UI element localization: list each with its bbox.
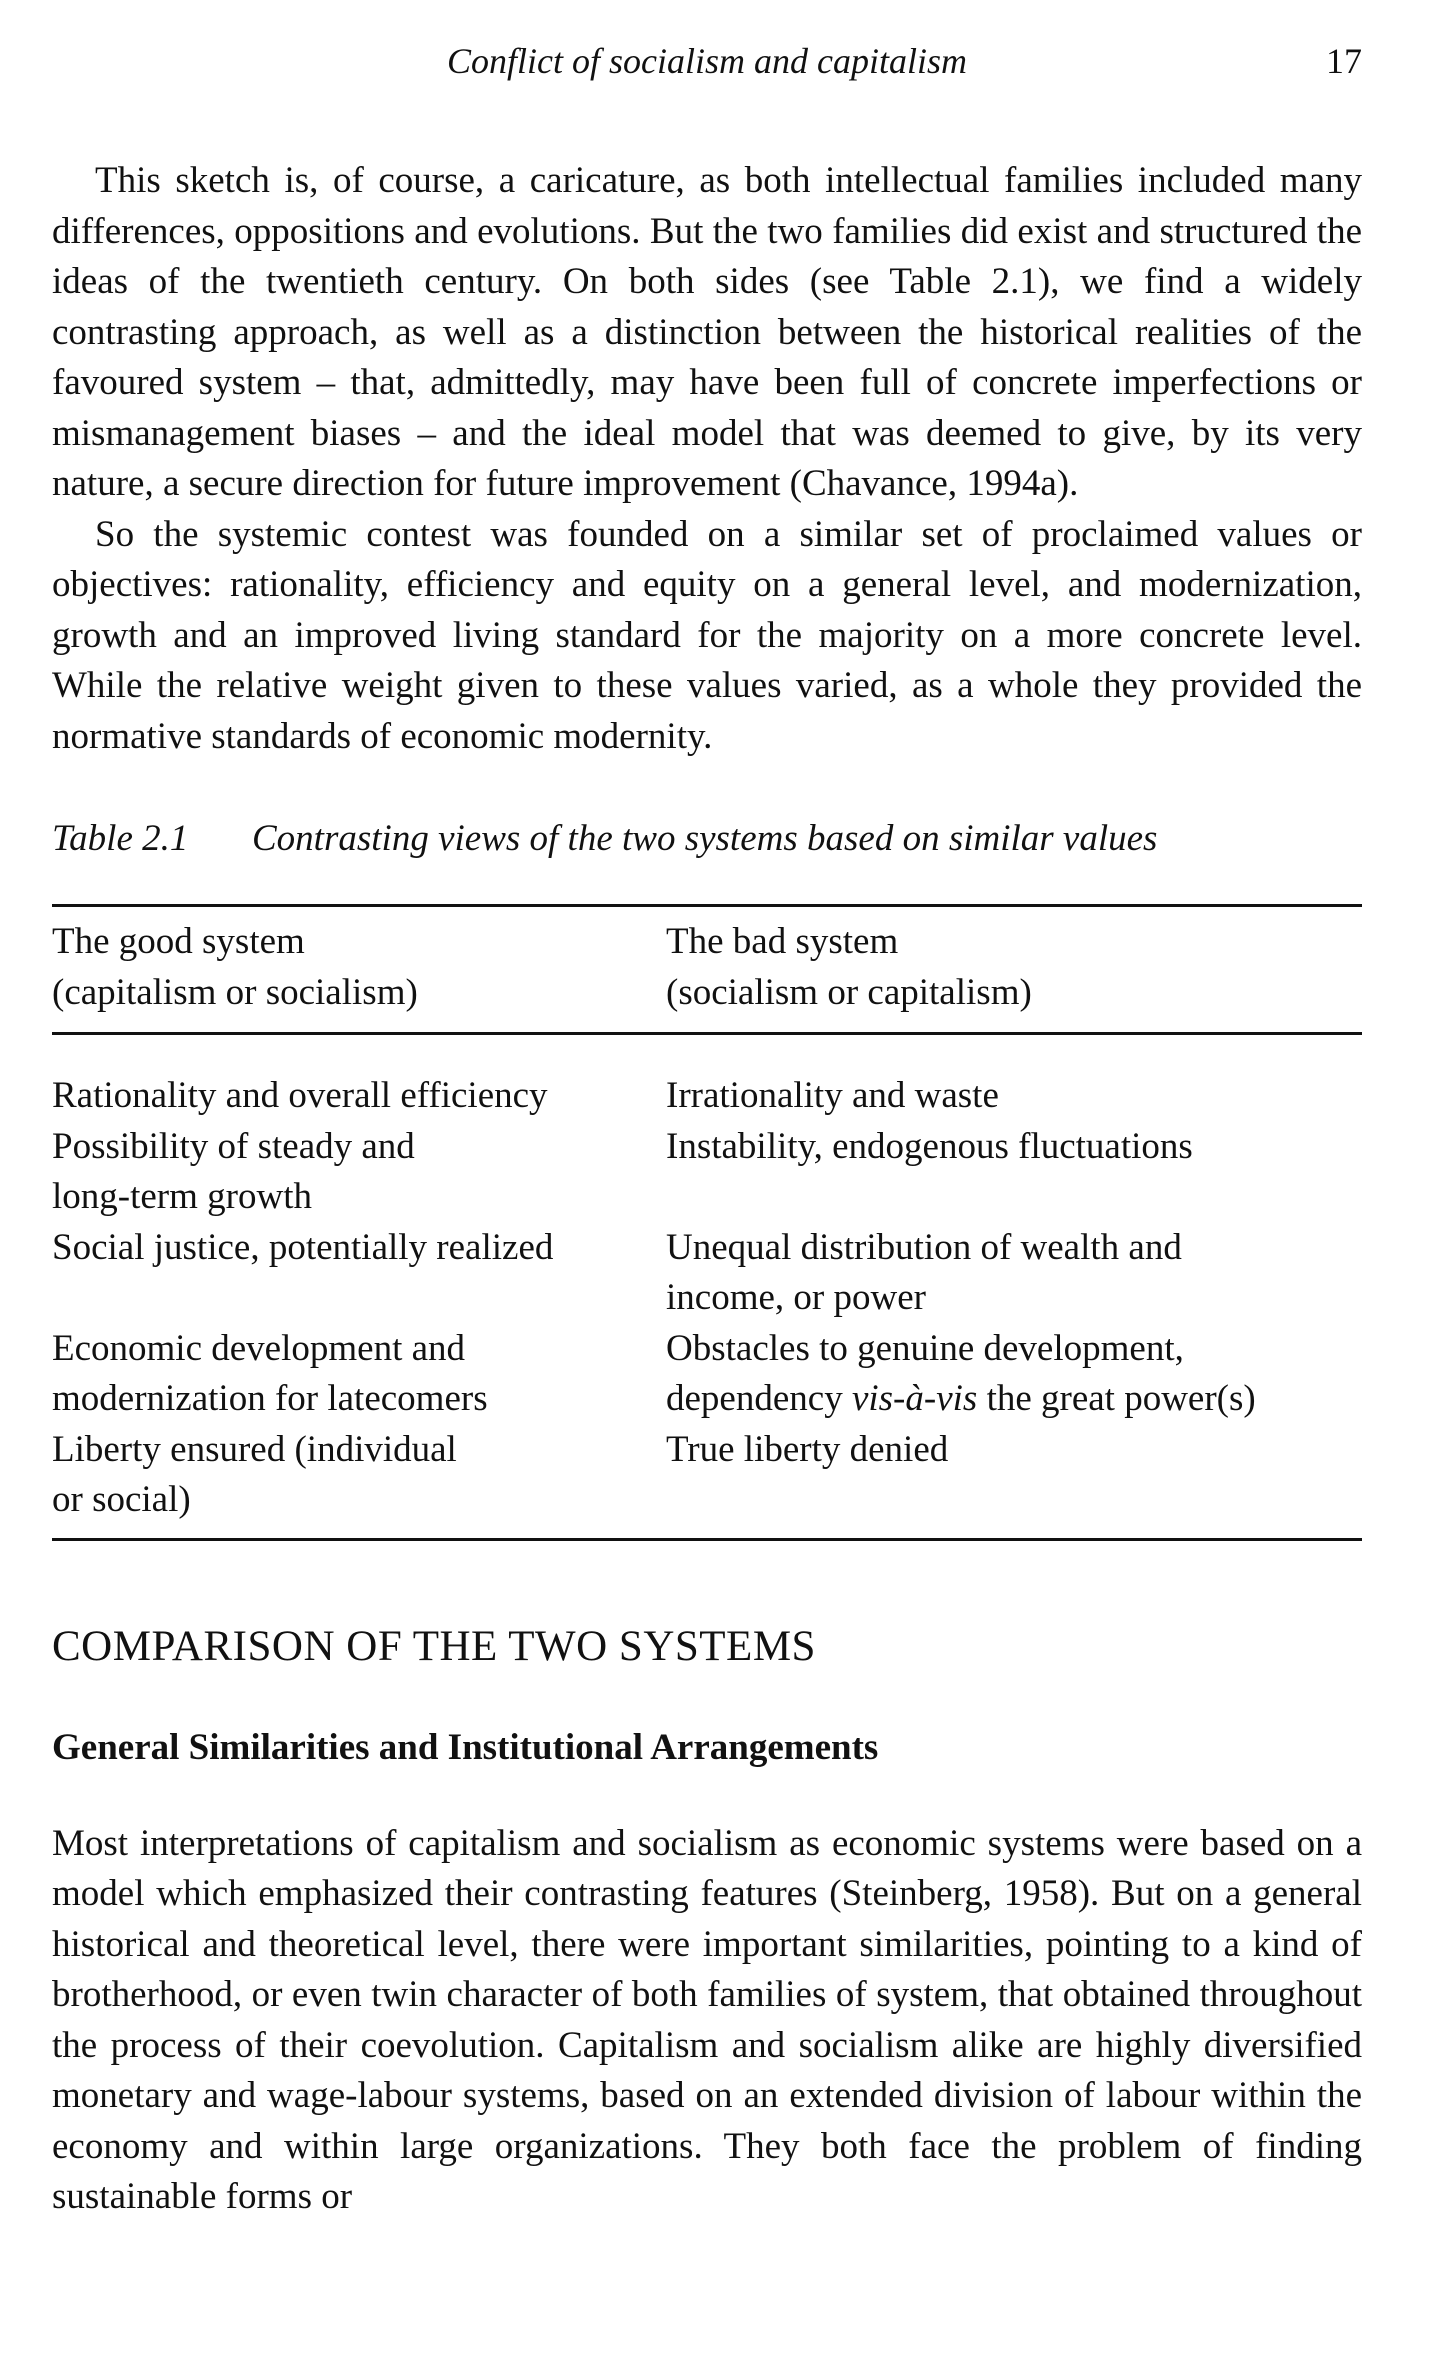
cell-line <box>666 1374 1362 1425</box>
table-row <box>52 1324 1362 1425</box>
cell-line: Possibility of steady and <box>52 1125 415 1167</box>
cell-bad <box>666 1122 1362 1223</box>
cell-line: or social) <box>52 1479 191 1520</box>
page-number: 17 <box>1326 41 1362 81</box>
cell-line: modernization for latecomers <box>52 1378 488 1419</box>
header-bad-system <box>666 906 1362 1034</box>
header-line: The good system <box>52 921 305 962</box>
cell-italic-text: vis-à-vis <box>851 1378 978 1419</box>
header-line: The bad system <box>666 921 899 962</box>
running-title: Conflict of socialism and capitalism <box>447 41 967 81</box>
body-paragraph: Most interpretations of capitalism and socialism as economic systems were based on a model which emphasized their contrasting features (Steinberg, 1958). But on a general historical and theoretical level, there were important similarities, pointing to a kind of brotherhood, or even twin character of both families of system, that obtained throughout the process of their coevolution. Capitalism and socialism alike are highly diversified monetary and wage-labour systems, based on an extended division of labour within the economy and within large organizations. They both face the problem of finding sustainable forms or <box>52 1822 1362 2217</box>
table-label: Table 2.1 <box>52 818 189 859</box>
comparison-table <box>52 904 1362 1541</box>
cell-bad <box>666 1324 1362 1425</box>
cell-bad <box>666 1223 1362 1324</box>
body-paragraph: This sketch is, of course, a caricature, as both intellectual families included many differences, oppositions and evolutions. But the two families did exist and structured the ideas of the twentieth century. On both sides (see Table 2.1), we find a widely contrasting approach, as well as a distinction between the historical realities of the favoured system – that, admittedly, may have been full of concrete imperfections or mismanagement biases – and the ideal model that was deemed to give, by its very nature, a secure direction for future improvement (Chavance, 1994a). <box>52 160 1362 504</box>
header-good-system <box>52 906 666 1034</box>
cell-good <box>52 1122 666 1223</box>
table-caption-text: Contrasting views of the two systems based on similar values <box>252 818 1158 859</box>
cell-line: Unequal distribution of wealth and <box>666 1226 1182 1268</box>
table-header-row <box>52 906 1362 1034</box>
cell-bad <box>666 1425 1362 1540</box>
cell-line: Irrationality and waste <box>666 1075 999 1116</box>
cell-good <box>52 1324 666 1425</box>
running-head <box>52 30 1362 94</box>
cell-line: Economic development and <box>52 1327 466 1369</box>
cell-line: True liberty denied <box>666 1428 949 1470</box>
section-heading: COMPARISON OF THE TWO SYSTEMS <box>52 1622 816 1670</box>
cell-text: the great power(s) <box>977 1378 1256 1419</box>
cell-good <box>52 1034 666 1122</box>
table-row <box>52 1425 1362 1540</box>
cell-line: Liberty ensured (individual <box>52 1428 457 1470</box>
cell-good <box>52 1223 666 1324</box>
subsection-heading: General Similarities and Institutional Arrangements <box>52 1726 879 1768</box>
cell-good <box>52 1425 666 1540</box>
cell-line: Instability, endogenous fluctuations <box>666 1125 1193 1167</box>
cell-bad <box>666 1034 1362 1122</box>
cell-line: Obstacles to genuine development, <box>666 1327 1184 1369</box>
table-row <box>52 1223 1362 1324</box>
cell-line: Rationality and overall efficiency <box>52 1075 548 1116</box>
cell-line: income, or power <box>666 1277 926 1318</box>
cell-line: Social justice, potentially realized <box>52 1226 554 1268</box>
table-row <box>52 1034 1362 1122</box>
cell-line: long-term growth <box>52 1176 312 1217</box>
header-line: (capitalism or socialism) <box>52 971 418 1013</box>
header-line: (socialism or capitalism) <box>666 971 1032 1013</box>
table-caption <box>52 814 1362 864</box>
cell-text: dependency <box>666 1378 843 1419</box>
table-row <box>52 1122 1362 1223</box>
book-page <box>52 30 1362 2223</box>
body-paragraph: So the systemic contest was founded on a similar set of proclaimed values or objectives: rationality, efficiency and equity on a general level, and modernization, growth and an improved living standard for the majority on a more concrete level. While the relative weight given to these values varied, as a whole they provided the normative standards of economic modernity. <box>52 513 1362 757</box>
